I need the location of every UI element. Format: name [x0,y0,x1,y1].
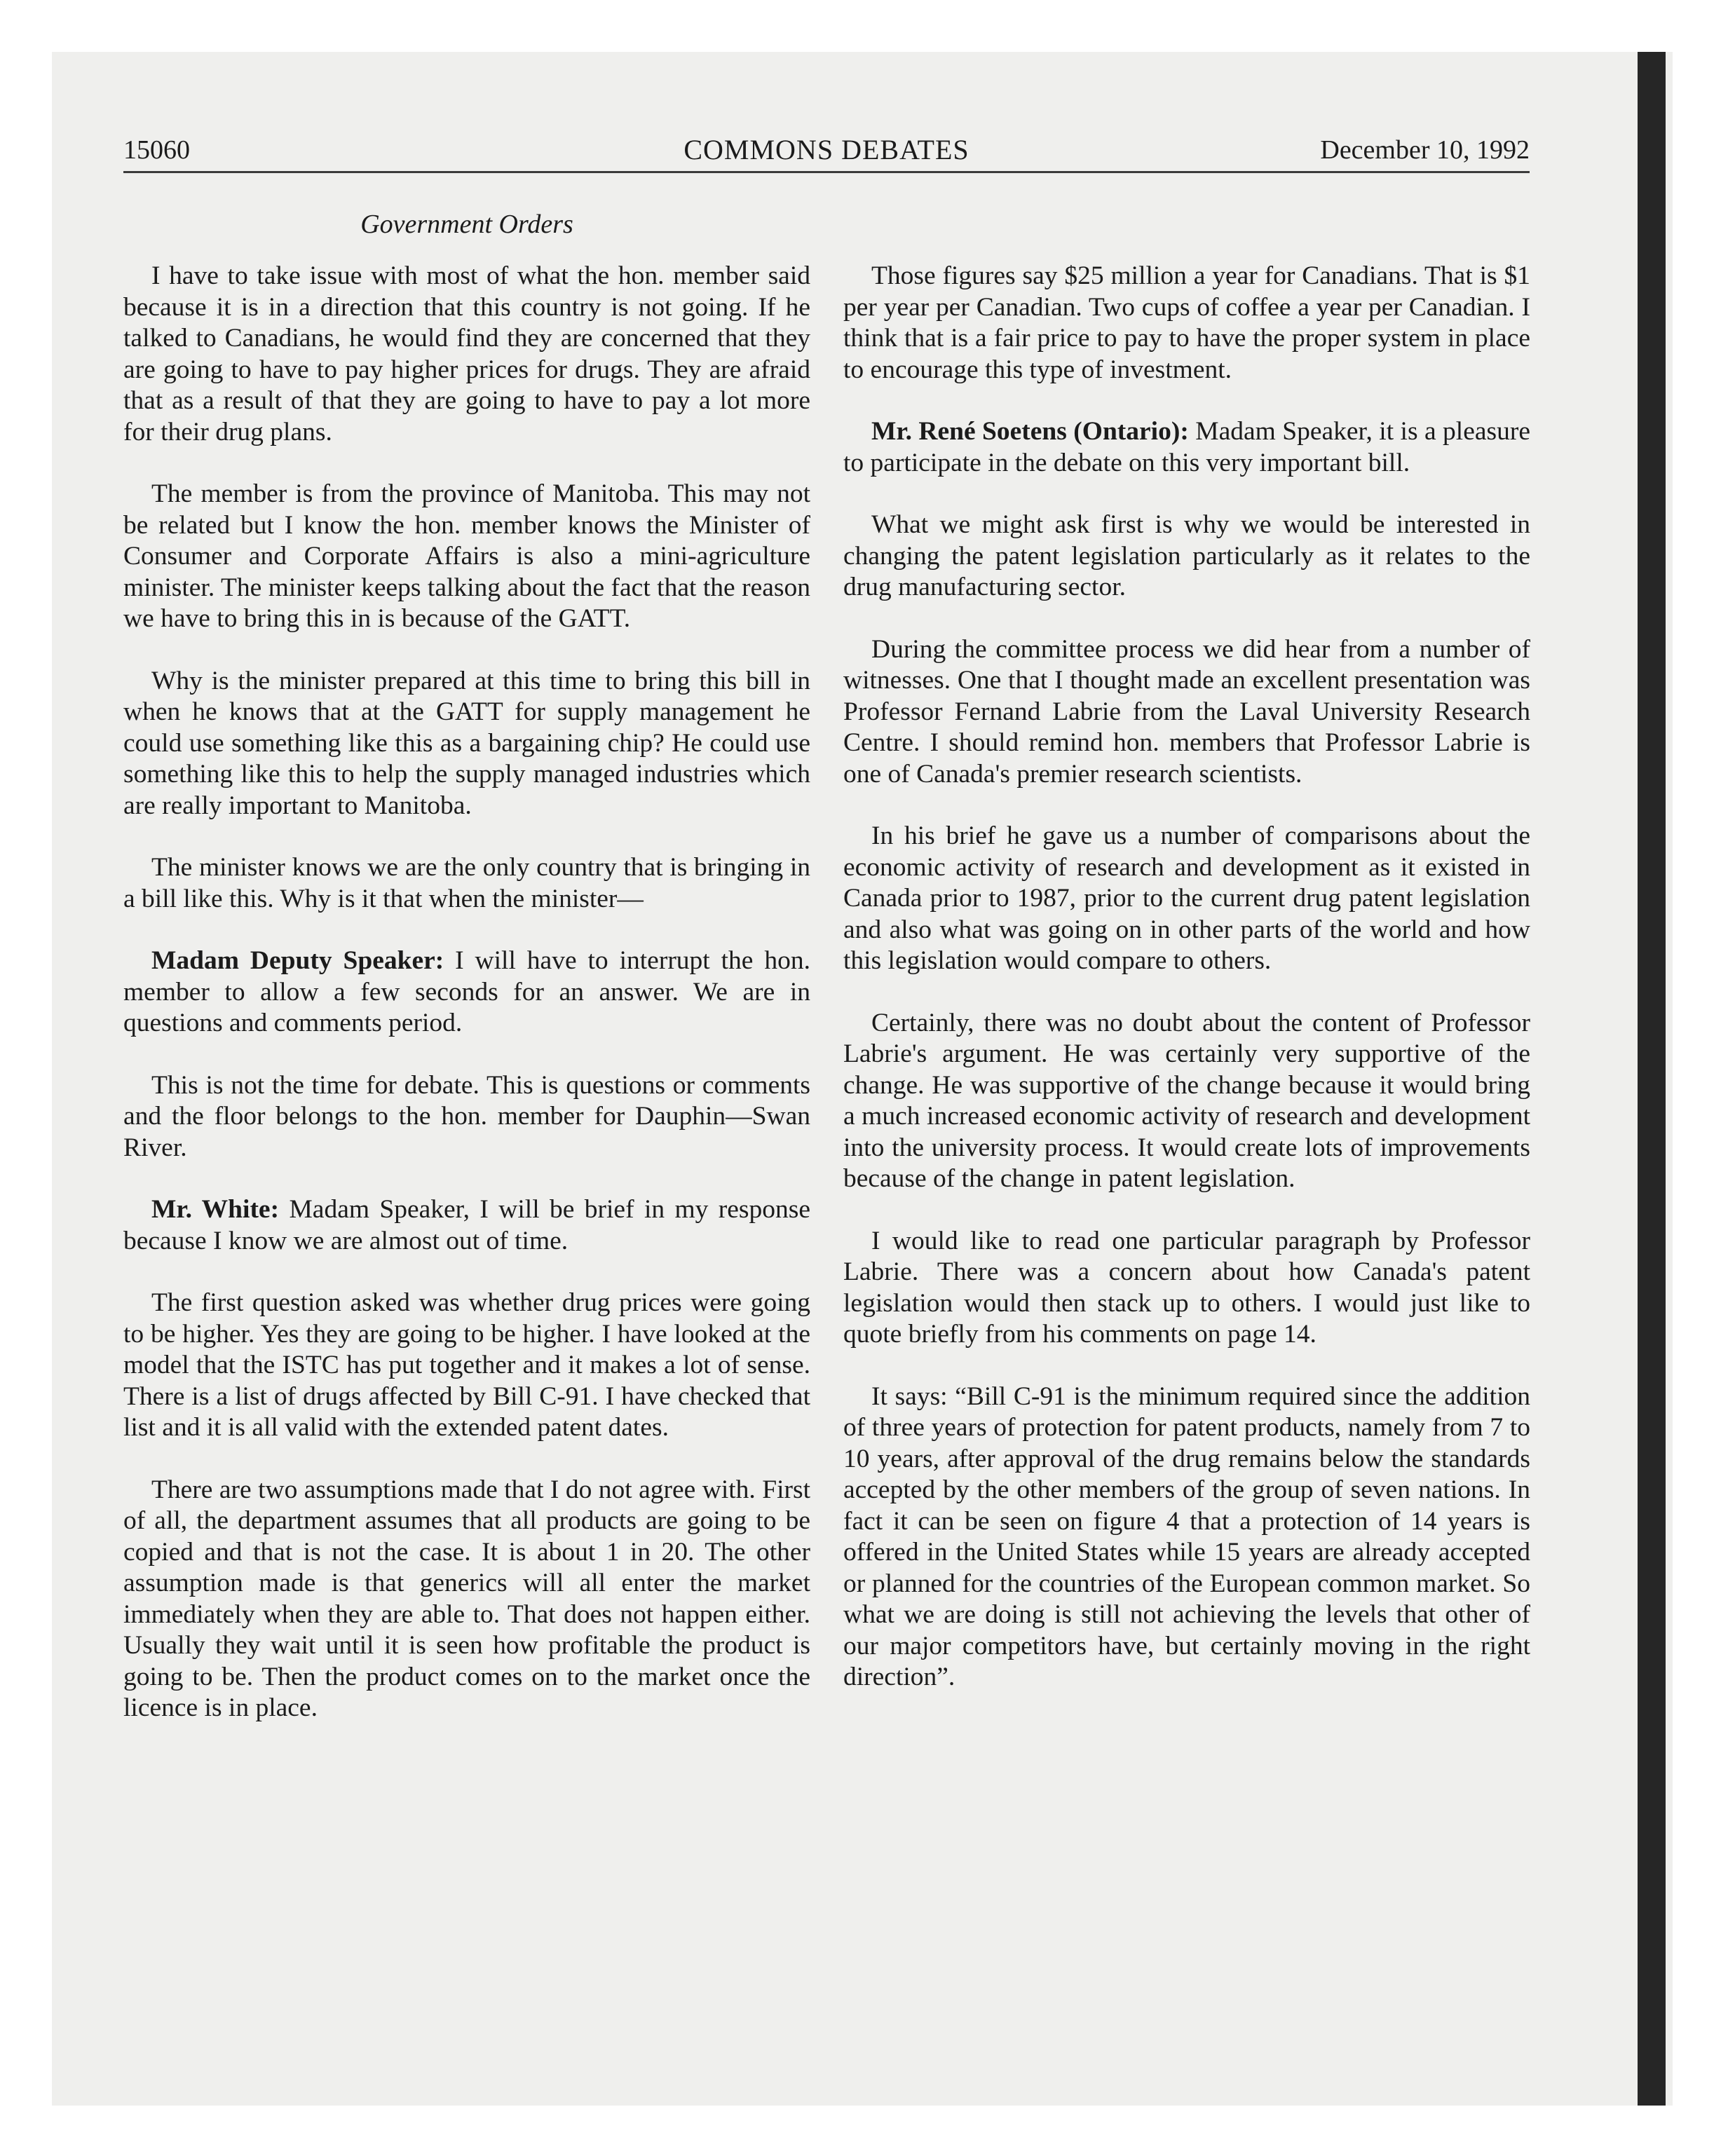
paragraph-text: I would like to read one particular paragraph by Professor Labrie. There was a concern about how Canada's patent legislation would then stack up to others. I would just like to quote briefly from his comments on page 14. [843,1226,1530,1349]
paragraph [843,510,1530,603]
paragraph [843,261,1530,386]
paragraph [123,946,810,1039]
paragraph [123,261,810,448]
paragraph [123,852,810,915]
paragraph [843,1008,1530,1195]
paragraph-text: Those figures say $25 million a year for Canadians. That is $1 per year per Canadian. Two cups of coffee a year per Canadian. I think that is a fair price to pay to have the proper system in place to encourage this type of investment. [843,261,1530,384]
speaker-name: Mr. René Soetens (Ontario): [871,417,1189,446]
right-column [843,261,1530,1724]
paragraph-text: Madam Speaker, I will be brief in my response because I know we are almost out of time. [123,1195,811,1255]
header-rule [123,171,1530,173]
paragraph [843,1226,1530,1351]
paragraph [843,634,1530,791]
paragraph-text: What we might ask first is why we would be interested in changing the patent legislation particularly as it relates to the drug manufacturing sector. [843,510,1530,601]
publication-title: COMMONS DEBATES [683,134,969,165]
paragraph [843,1381,1530,1693]
paragraph [123,1475,810,1724]
left-column [123,261,810,1755]
paragraph-text: Certainly, there was no doubt about the content of Professor Labrie's argument. He was certainly very supportive of the change. He was supportive of the change because it would bring a much increased economic activity of research and development into the university process. It would create lots of improvements because of the change in patent legislation. [843,1008,1530,1193]
paragraph [843,416,1530,479]
paragraph [123,1288,810,1444]
paragraph-text: During the committee process we did hear from a number of witnesses. One that I thought made an excellent presentation was Professor Fernand Labrie from the Laval University Research Centre. I should remind hon. members that Professor Labrie is one of Canada's premier research scientists. [843,634,1530,789]
paragraph-text: Why is the minister prepared at this time to bring this bill in when he knows that at the GATT for supply management he could use something like this as a bargaining chip? He could use something like this to help the supply managed industries which are really important to Manitoba. [123,666,810,820]
paragraph-text: There are two assumptions made that I do not agree with. First of all, the department assumes that all products are going to be copied and that is not the case. It is about 1 in 20. The other assumption made is that generics will all enter the market immediately when they are able to. That does not happen either. Usually they wait until it is seen how profitable the product is going to be. Then the product comes on to the market once the licence is in place. [123,1475,810,1722]
page-header [123,130,1530,170]
paragraph [123,1194,810,1257]
paragraph [123,1070,810,1164]
paragraph-text: The minister knows we are the only country that is bringing in a bill like this. Why is it that when the minister— [123,853,810,913]
paragraph-text: I have to take issue with most of what the hon. member said because it is in a direction that this country is not going. If he talked to Canadians, he would find they are concerned that they are going to have to pay higher prices for drugs. They are afraid that as a result of that they are going to have to pay a lot more for their drug plans. [123,261,810,446]
speaker-name: Mr. White: [151,1195,280,1224]
paragraph [123,666,810,822]
scan-edge-shadow [1638,52,1666,2106]
paragraph-text: The first question asked was whether drug prices were going to be higher. Yes they are going to be higher. I have looked at the model that the ISTC has put together and it makes a lot of sense. There is a list of drugs affected by Bill C-91. I have checked that list and it is all valid with the extended patent dates. [123,1288,810,1442]
paragraph-text: I will have to interrupt the hon. member to allow a few seconds for an answer. We are in questions and comments period. [123,946,810,1037]
paragraph-text: It says: “Bill C-91 is the minimum required since the addition of three years of protection for patent products, namely from 7 to 10 years, after approval of the drug remains below the standards accepted by the other members of the group of seven nations. In fact it can be seen on figure 4 that a protection of 14 years is offered in the United States while 15 years are already accepted or planned for the countries of the European common market. So what we are doing is still not achieving the levels that other of our major competitors have, but certainly moving in the right direction”. [843,1381,1530,1691]
paragraph-text: The member is from the province of Manitoba. This may not be related but I know the hon. member knows the Minister of Consumer and Corporate Affairs is also a mini-agriculture minister. The minister keeps talking about the fact that the reason we have to bring this in is because of the GATT. [123,479,810,633]
paragraph-text: This is not the time for debate. This is questions or comments and the floor belongs to the hon. member for Dauphin—Swan River. [123,1070,810,1162]
paragraph [123,479,810,635]
paragraph [843,821,1530,977]
paragraph-text: Madam Speaker, it is a pleasure to participate in the debate on this very important bill. [843,417,1530,477]
page-date: December 10, 1992 [1320,135,1530,165]
page-number: 15060 [123,135,190,165]
section-title: Government Orders [360,210,573,239]
paragraph-text: In his brief he gave us a number of comparisons about the economic activity of research and development as it existed in Canada prior to 1987, prior to the current drug patent legislation and also what was going on in other parts of the world and how this legislation would compare to others. [843,821,1530,975]
speaker-name: Madam Deputy Speaker: [151,946,444,975]
